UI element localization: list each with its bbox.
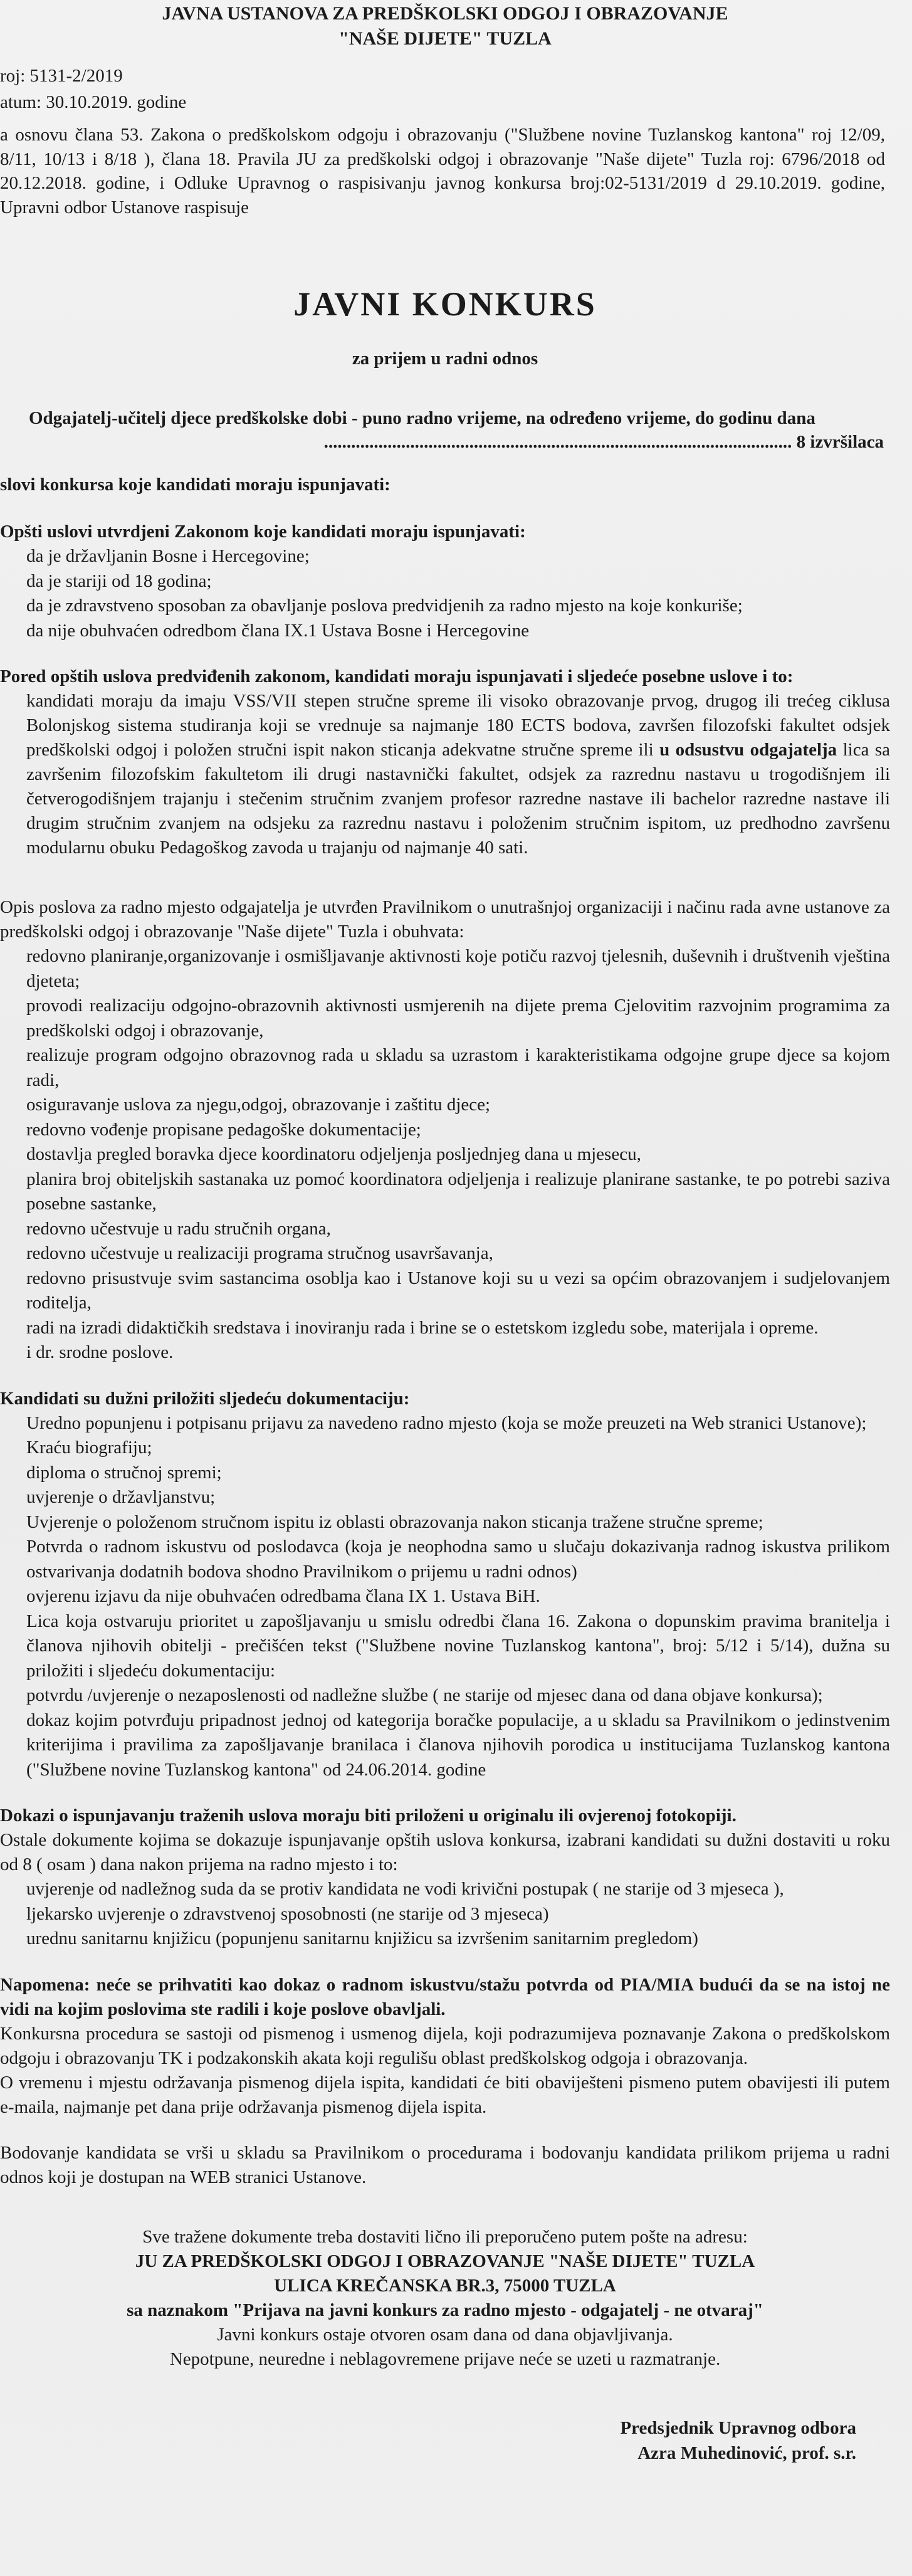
list-item: dokaz kojim potvrđuju pripadnost jednoj od kategorija boračke populacije, a u skladu sa Pravilnikom o jedinstvenim kriterijima i pravilima za zapošljavanje branilaca i članova njihovih porodica u institucijama Tuzlanskog kantona ("Službene novine Tuzlanskog kantona" od 24.06.2014. godine [26,1710,890,1780]
list-item: realizuje program odgojno obrazovnog rada u skladu sa uzrastom i karakteristikama odgojne grupe djece sa kojom radi, [26,1045,890,1090]
note-bold: Napomena: neće se prihvatiti kao dokaz o radnom iskustvu/stažu potvrda od PIA/MIA budući da se na istoj ne vidi na kojim poslovima ste radili i koje poslove obavljali. [0,1974,890,2019]
address-line-6: Nepotpune, neuredne i neblagovremene prijave neće se uzeti u razmatranje. [169,2348,721,2369]
list-item: uvjerenje od nadležnog suda da se protiv kandidata ne vodi krivični postupak ( ne starije od 3 mjeseca ), [26,1879,784,1899]
list-item: Kraću biografiju; [26,1438,152,1458]
list-item: provodi realizaciju odgojno-obrazovnih aktivnosti usmjerenih na dijete prema Cjelovitim razvojnim programima za predškolski odgoj i obrazovanje, [26,996,890,1041]
address-line-5: Javni konkurs ostaje otvoren osam dana od dana objavljivanja. [217,2324,673,2345]
list-item: uvjerenje o državljanstvu; [26,1487,216,1507]
list-item: da je stariji od 18 godina; [26,570,212,591]
general-conditions-list [0,544,890,643]
address-line-4: sa naznakom "Prijava na javni konkurs za radno mjesto - odgajatelj - ne otvaraj" [127,2300,763,2320]
documents-list [0,1411,890,1783]
address-line-2: JU ZA PREDŠKOLSKI ODGOJ I OBRAZOVANJE "NAŠE DIJETE" TUZLA [135,2251,755,2271]
list-item: urednu sanitarnu knjižicu (popunjenu sanitarnu knjižicu sa izvršenim sanitarnim pregledom) [26,1928,698,1948]
originals-heading: Dokazi o ispunjavanju traženih uslova moraju biti priloženi u originalu ili ovjerenoj fotokopiji. [0,1806,736,1826]
reference-date: atum: 30.10.2019. godine [0,92,187,112]
list-item: ljekarsko uvjerenje o zdravstvenoj sposobnosti (ne starije od 3 mjeseca) [26,1903,549,1924]
position-title [0,406,890,454]
special-text-bold: u odsustvu odgajatelja [659,740,837,760]
list-item: redovno prisustvuje svim sastancima osoblja kao i Ustanove koji su u vezi sa općim obrazovanjem i sudjelovanjem roditelja, [26,1268,890,1313]
special-conditions-heading: Pored opštih uslova predviđenih zakonom, kandidati moraju ispunjavati i sljedeće posebne uslove i to: [0,666,794,686]
general-conditions-heading: Opšti uslovi utvrdjeni Zakonom koje kandidati moraju ispunjavati: [0,522,526,542]
reference-number: roj: 5131-2/2019 [0,66,123,86]
conditions-heading: slovi konkursa koje kandidati moraju ispunjavati: [0,475,390,495]
list-item: redovno učestvuje u realizaciji programa stručnog usavršavanja, [26,1243,493,1263]
position-text: Odgajatelj-učitelj djece predškolske dobi - puno radno vrijeme, na određeno vrijeme, do godinu dana [29,408,815,428]
page-title: JAVNI KONKURS [293,285,597,323]
list-item: redovno planiranje,organizovanje i osmišljavanje aktivnosti koje potiču razvoj tjelesnih, duševnih i društvenih vještina djeteta; [26,946,890,991]
list-item: diploma o stručnoj spremi; [26,1462,222,1483]
list-item: da nije obuhvaćen odredbom člana IX.1 Ustava Bosne i Hercegovine [26,620,530,641]
list-item: Uvjerenje o položenom stručnom ispitu iz oblasti obrazovanja nakon sticanja tražene stručne spreme; [26,1511,763,1532]
documents-heading: Kandidati su dužni priložiti sljedeću dokumentaciju: [0,1388,410,1409]
list-item: ovjerenu izjavu da nije obuhvaćen odredbama člana IX 1. Ustava BiH. [26,1586,540,1606]
list-item: Uredno popunjenu i potpisanu prijavu za navedeno radno mjesto (koja se može preuzeti na Web stranici Ustanove); [26,1412,867,1433]
duties-intro: Opis poslova za radno mjesto odgajatelja je utvrđen Pravilnikom o unutrašnjoj organizaciji i načinu rada avne ustanove za predškolski odgoj i obrazovanje "Naše dijete" Tuzla i obuhvata: [0,897,890,942]
note-paragraph-2: O vremenu i mjestu održavanja pismenog dijela ispita, kandidati će biti obaviješteni pismeno putem obavijesti ili putem e-maila, najmanje pet dana prije održavanja pismenog dijela ispita. [0,2072,890,2117]
list-item: dostavlja pregled boravka djece koordinatoru odjeljenja posljednjeg dana u mjesecu, [26,1144,641,1164]
list-item: redovno vođenje propisane pedagoške dokumentacije; [26,1119,421,1140]
address-line-3: ULICA KREČANSKA BR.3, 75000 TUZLA [274,2275,616,2296]
address-line-1: Sve tražene dokumente treba dostaviti lično ili preporučeno putem pošte na adresu: [142,2226,748,2247]
institution-header [0,1,890,51]
signature-name: Azra Muhedinović, prof. s.r. [637,2442,856,2463]
special-conditions-text [0,689,890,860]
special-text-b: lica sa završenim filozofskim fakultetom ili drugi nastavnički fakultet, odsjek za razrednu nastavu u trogodišnjem ili četverogodišnjem trajanju i stečenim stručnim zvanjem profesor razredne nastave ili bachelor razredne nastave ili drugim stručnim zvanjem na odsjeku za razrednu nastavu i položenim stručnim ispitom, uz predhodno završenu modularnu obuku Pedagoškog zavoda u trajanju od najmanje 40 sati. [26,740,891,858]
note-paragraph-1: Konkursna procedura se sastoji od pismenog i usmenog dijela, koji podrazumijeva poznavanje Zakona o predškolskom odgoju i obrazovanju TK i podzakonskih akata koji regulišu oblast predškolskog odgoja i obrazovanja. [0,2023,890,2068]
page-subtitle: za prijem u radni odnos [352,349,538,369]
signature-role: Predsjednik Upravnog odbora [620,2417,856,2438]
note-paragraph-3: Bodovanje kandidata se vrši u skladu sa Pravilnikom o procedurama i bodovanju kandidata prilikom prijema u radni odnos koji je dostupan na WEB stranici Ustanove. [0,2142,890,2187]
header-line-1: JAVNA USTANOVA ZA PREDŠKOLSKI ODGOJ I OBRAZOVANJE [162,3,728,24]
header-line-2: "NAŠE DIJETE" TUZLA [338,28,552,49]
list-item: planira broj obiteljskih sastanaka uz pomoć koordinatora odjeljenja i realizuje planirane sastanke, te po potrebi saziva posebne sastanke, [26,1169,890,1214]
special-text-a: kandidati moraju da imaju VSS/VII stepen stručne spreme ili visoko obrazovanje prvog, drugog ili trećeg ciklusa Bolonjskog sistema studiranja koji se vrednuje sa najmanje 180 ECTS bodova, završen filozofski fakultet odsjek predškolski odgoj i položen stručni ispit nakon sticanja adekvatne stručne spreme ili [26,691,890,760]
list-item: redovno učestvuje u radu stručnih organa, [26,1218,331,1239]
list-item: i dr. srodne poslove. [26,1342,174,1362]
list-item: radi na izradi didaktičkih sredstava i inoviranju rada i brine se o estetskom izgledu sobe, materijala i opreme. [26,1317,819,1338]
position-count: ....................................................................................................... 8 izvršilaca [323,432,884,452]
list-item: da je zdravstveno sposoban za obavljanje poslova predvidjenih za radno mjesto na koje konkuriše; [26,596,743,616]
list-item: potvrdu /uvjerenje o nezaposlenosti od nadležne službe ( ne starije od mjesec dana od dana objave konkursa); [26,1685,823,1705]
duties-list [0,944,890,1365]
list-item: da je državljanin Bosne i Hercegovine; [26,546,310,566]
originals-list [0,1877,890,1952]
intro-paragraph: a osnovu člana 53. Zakona o predškolskom odgoju i obrazovanju ("Službene novine Tuzlanskog kantona" roj 12/09, 8/11, 10/13 i 8/18 ), člana 18. Pravila JU za predškolski odgoj i obrazovanje "Naše dijete" Tuzla roj: 6796/2018 od 20.12.2018. godine, i Odluke Upravnog o raspisivanju javnog konkursa broj:02-5131/2019 d 29.10.2019. godine, Upravni odbor Ustanove raspisuje [0,125,885,218]
list-item: Potvrda o radnom iskustvu od poslodavca (koja je neophodna samo u slučaju dokazivanja radnog iskustva prilikom ostvarivanja dodatnih bodova shodno Pravilnikom o prijemu u radni odnos) [26,1537,890,1582]
list-item: osiguravanje uslova za njegu,odgoj, obrazovanje i zaštitu djece; [26,1095,491,1115]
originals-text: Ostale dokumente kojima se dokazuje ispunjavanje opštih uslova konkursa, izabrani kandidati su dužni dostaviti u roku od 8 ( osam ) dana nakon prijema na radno mjesto i to: [0,1830,890,1874]
list-item: Lica koja ostvaruju prioritet u zapošljavanju u smislu odredbi člana 16. Zakona o dopunskim pravima branitelja i članova njihovih obitelji - prečišćen tekst ("Službene novine Tuzlanskog kantona", broj: 5/12 i 5/14), dužna su priložiti i sljedeću dokumentaciju: [26,1611,890,1681]
